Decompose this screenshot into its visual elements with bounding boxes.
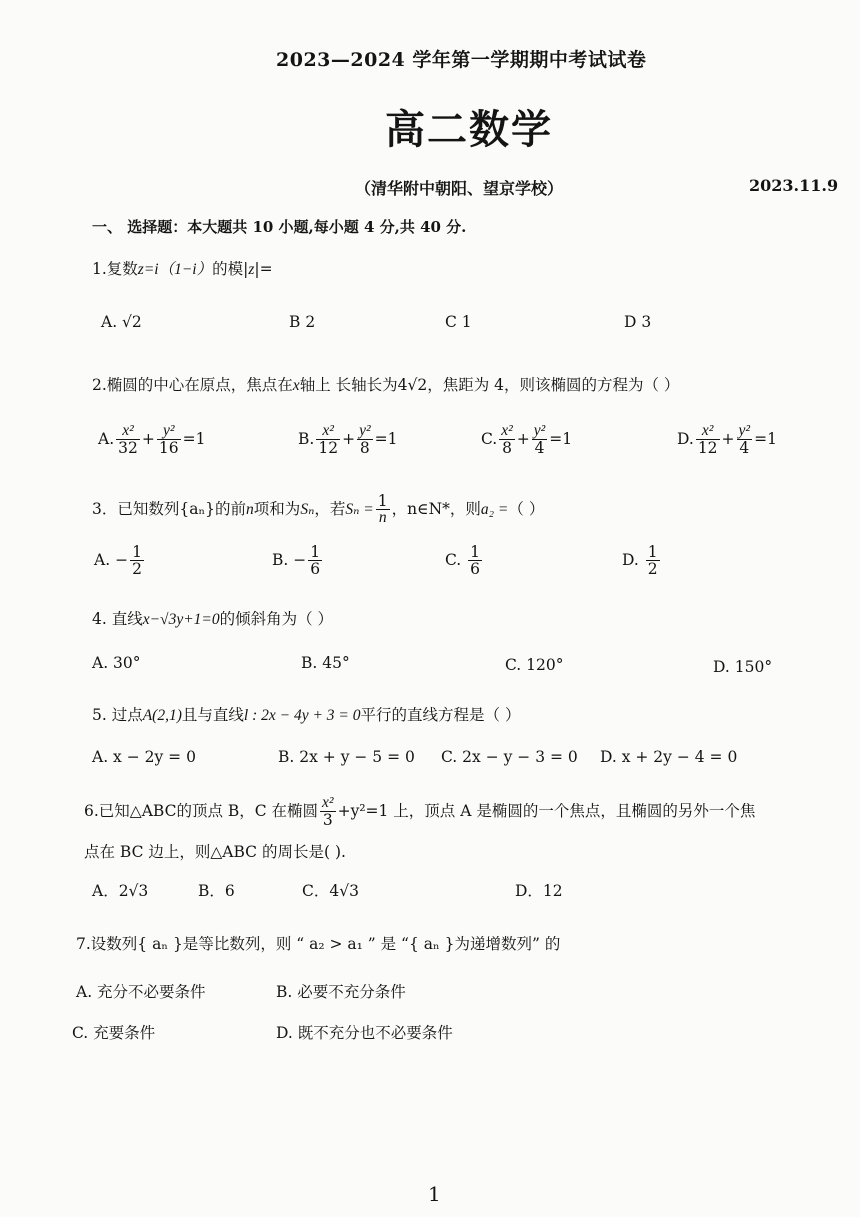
exam-title: 2023—2024 学年第一学期期中考试试卷 <box>276 49 647 71</box>
question-2-option-b: B. $\frac{\text{x²}}{12}$ + $\frac{\text{y²}}{8}$ =1 <box>298 422 398 458</box>
question-4-option-d: D. 150° <box>713 658 773 676</box>
question-1-option-c: C 1 <box>445 313 472 331</box>
question-3-stem: 3．已知数列{aₙ}的前n项和为Sₙ，若Sₙ = $\frac{1}{n}$ ，n∈N*，则a₂ =（ ） <box>92 492 545 527</box>
question-6-option-b: B．6 <box>198 882 235 900</box>
question-7-option-b: B. 必要不充分条件 <box>276 983 406 1001</box>
question-1-option-a: A. √2 <box>101 313 142 331</box>
question-5-option-d: D. x + 2y − 4 = 0 <box>600 748 738 766</box>
subject-title: 高二数学 <box>385 106 553 153</box>
question-6-option-c: C．4√3 <box>302 882 359 900</box>
question-7-option-c: C. 充要条件 <box>72 1024 156 1042</box>
question-4-option-a: A. 30° <box>92 654 141 672</box>
question-5-stem: 5. 过点A(2,1)且与直线l : 2x − 4y + 3 = 0平行的直线方程是（ ） <box>92 706 521 724</box>
question-3-option-b: B. − $\frac{1}{6}$ <box>272 543 321 579</box>
question-2-option-d: D. $\frac{\text{x²}}{12}$ + $\frac{\text{y²}}{4}$ =1 <box>677 422 777 458</box>
question-4-stem: 4. 直线x−√3y+1=0的倾斜角为（ ） <box>92 610 334 628</box>
question-1-option-d: D 3 <box>624 313 652 331</box>
question-3-option-a: A. − $\frac{1}{2}$ <box>94 543 142 579</box>
question-1-option-b: B 2 <box>289 313 316 331</box>
question-6-stem: 6.已知△ABC的顶点 B，C 在椭圆 $\frac{\text{x²}}{3}$ +y²=1 上，顶点 A 是椭圆的一个焦点，且椭圆的另外一个焦 <box>84 794 756 830</box>
question-3-option-d: D. $\frac{1}{2}$ <box>622 543 658 579</box>
question-7-option-d: D. 既不充分也不必要条件 <box>276 1024 453 1042</box>
school-name: （清华附中朝阳、望京学校） <box>355 179 564 198</box>
question-2-option-a: A. $\frac{\text{x²}}{32}$ + $\frac{\text{y²}}{16}$ =1 <box>98 422 206 458</box>
question-3-option-c: C. $\frac{1}{6}$ <box>445 543 481 579</box>
question-6-option-d: D．12 <box>515 882 563 900</box>
question-5-option-b: B. 2x + y − 5 = 0 <box>278 748 415 766</box>
question-2-option-c: C. $\frac{\text{x²}}{8}$ + $\frac{\text{y²}}{4}$ =1 <box>481 422 573 458</box>
question-7-option-a: A. 充分不必要条件 <box>76 983 206 1001</box>
section-heading: 一、 选择题：本大题共 10 小题,每小题 4 分,共 40 分. <box>92 218 467 236</box>
question-6-option-a: A．2√3 <box>92 882 149 900</box>
question-2-stem: 2.椭圆的中心在原点，焦点在x轴上 长轴长为4√2，焦距为 4，则该椭圆的方程为（ ） <box>92 376 680 394</box>
question-5-option-c: C. 2x − y − 3 = 0 <box>441 748 578 766</box>
question-6-stem-line2: 点在 BC 边上，则△ABC 的周长是( ). <box>84 843 346 861</box>
question-5-option-a: A. x − 2y = 0 <box>92 748 196 766</box>
page-number: 1 <box>428 1182 441 1206</box>
question-7-stem: 7.设数列{ aₙ }是等比数列，则 “ a₂ > a₁ ” 是 “{ aₙ }为递增数列” 的 <box>76 935 561 953</box>
question-4-option-b: B. 45° <box>301 654 350 672</box>
question-1-stem: 1.复数z=i（1−i）的模|z|= <box>92 260 273 278</box>
question-4-option-c: C. 120° <box>505 656 564 674</box>
exam-date: 2023.11.9 <box>749 176 839 195</box>
